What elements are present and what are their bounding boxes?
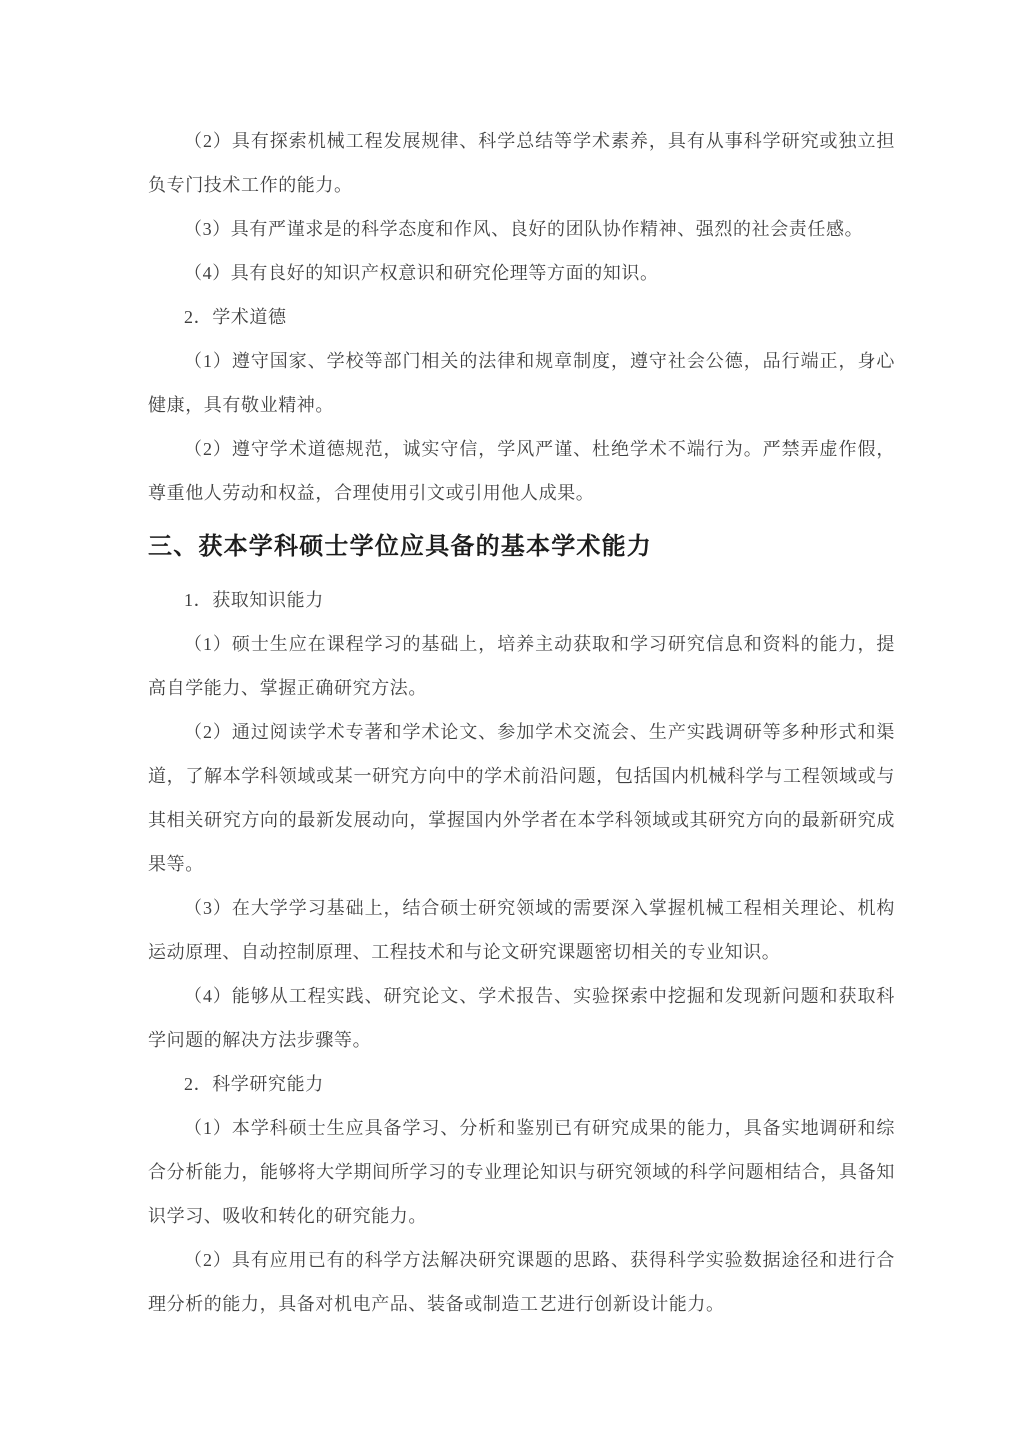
paragraph-knowledge-1: （1）硕士生应在课程学习的基础上，培养主动获取和学习研究信息和资料的能力，提高自学能力、掌握正确研究方法。 [148, 634, 895, 698]
subsection-title-academic-ethics: 2．学术道德 [184, 307, 287, 327]
section-heading-basic-academic-ability: 三、获本学科硕士学位应具备的基本学术能力 [148, 533, 652, 560]
paragraph-academic-quality-4: （4）具有良好的知识产权意识和研究伦理等方面的知识。 [184, 263, 659, 283]
paragraph-knowledge-3: （3）在大学学习基础上，结合硕士研究领域的需要深入掌握机械工程相关理论、机构运动原理、自动控制原理、工程技术和与论文研究课题密切相关的专业知识。 [148, 898, 895, 962]
document-content [148, 119, 895, 1326]
paragraph-knowledge-4: （4）能够从工程实践、研究论文、学术报告、实验探索中挖掘和发现新问题和获取科学问题的解决方法步骤等。 [148, 986, 895, 1050]
paragraph-ethics-1: （1）遵守国家、学校等部门相关的法律和规章制度，遵守社会公德，品行端正，身心健康，具有敬业精神。 [148, 351, 895, 415]
subsection-title-knowledge-acquisition: 1．获取知识能力 [184, 590, 324, 610]
paragraph-academic-quality-3: （3）具有严谨求是的科学态度和作风、良好的团队协作精神、强烈的社会责任感。 [184, 219, 864, 239]
paragraph-knowledge-2: （2）通过阅读学术专著和学术论文、参加学术交流会、生产实践调研等多种形式和渠道，了解本学科领域或某一研究方向中的学术前沿问题，包括国内机械科学与工程领域或与其相关研究方向的最新发展动向，掌握国内外学者在本学科领域或其研究方向的最新研究成果等。 [148, 722, 895, 874]
paragraph-academic-quality-2: （2）具有探索机械工程发展规律、科学总结等学术素养，具有从事科学研究或独立担负专门技术工作的能力。 [148, 131, 895, 195]
paragraph-research-2: （2）具有应用已有的科学方法解决研究课题的思路、获得科学实验数据途径和进行合理分析的能力，具备对机电产品、装备或制造工艺进行创新设计能力。 [148, 1250, 895, 1314]
paragraph-research-1: （1）本学科硕士生应具备学习、分析和鉴别已有研究成果的能力，具备实地调研和综合分析能力，能够将大学期间所学习的专业理论知识与研究领域的科学问题相结合，具备知识学习、吸收和转化的研究能力。 [148, 1118, 895, 1226]
paragraph-ethics-2: （2）遵守学术道德规范，诚实守信，学风严谨、杜绝学术不端行为。严禁弄虚作假，尊重他人劳动和权益，合理使用引文或引用他人成果。 [148, 439, 895, 503]
subsection-title-scientific-research: 2．科学研究能力 [184, 1074, 324, 1094]
